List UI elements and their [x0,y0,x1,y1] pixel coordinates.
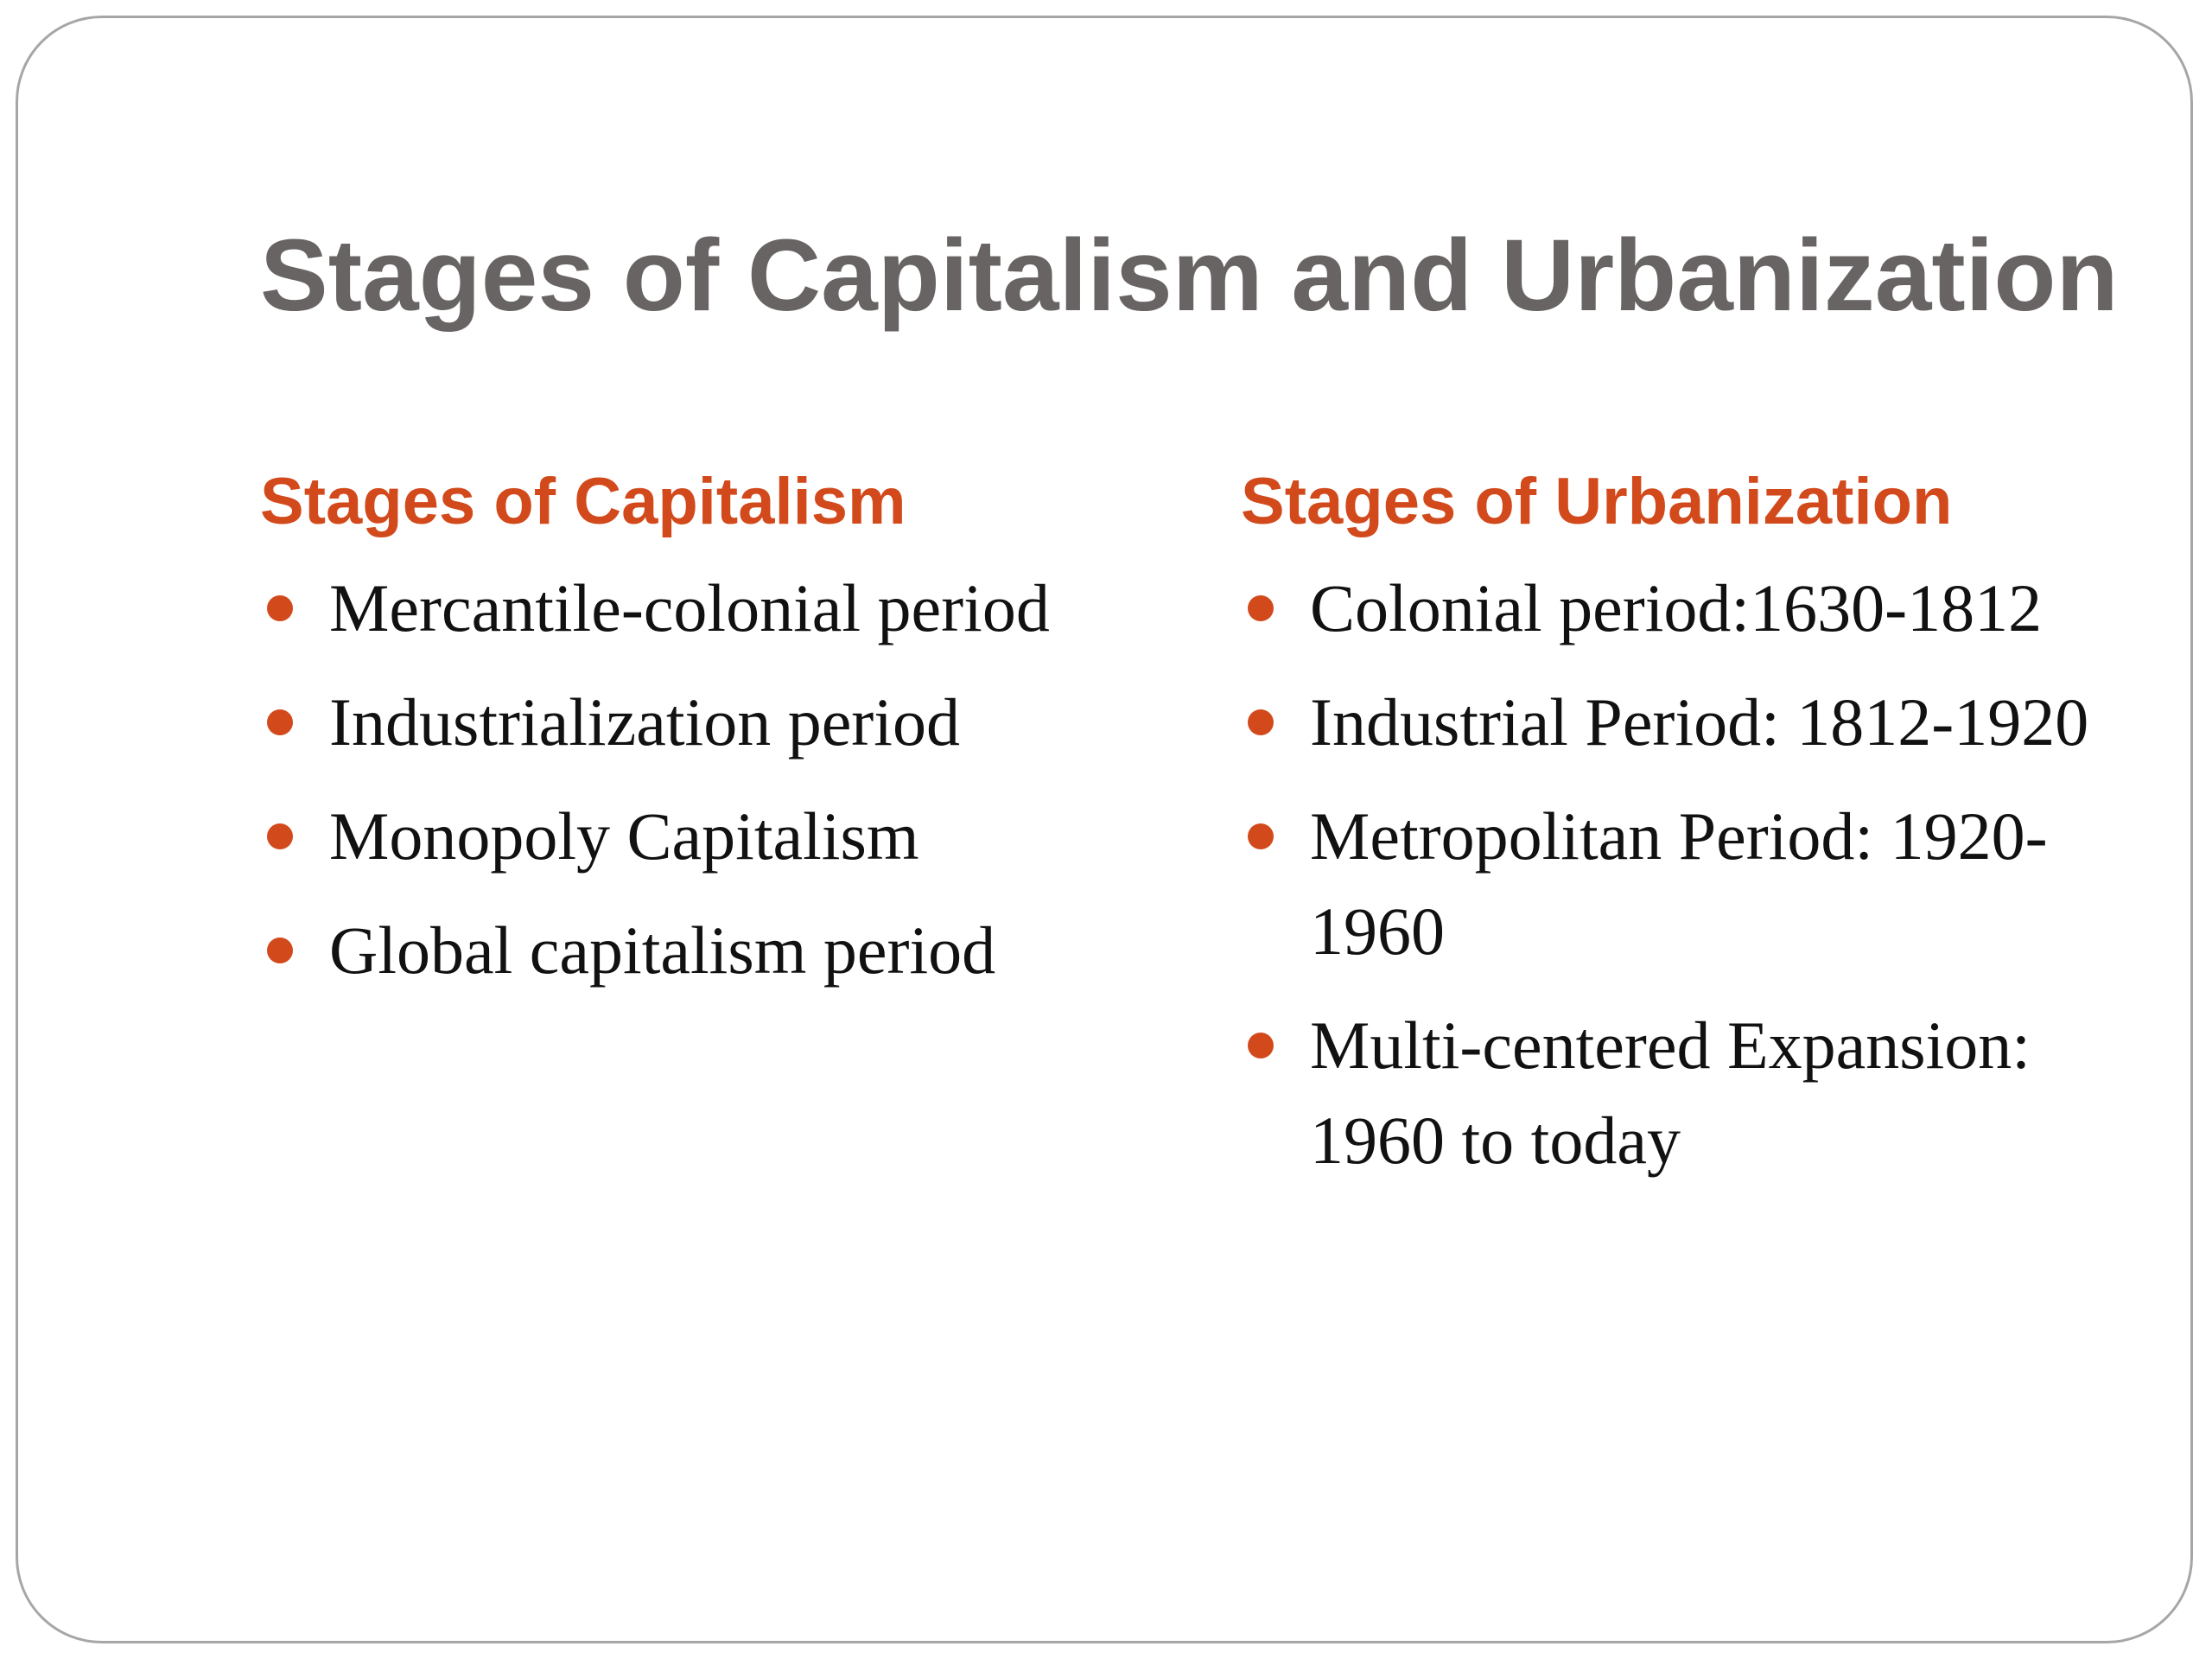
list-item [1241,561,2148,656]
list-item-text: Global capitalism period [329,912,996,988]
bullet-icon [1248,709,1274,735]
capitalism-heading: Stages of Capitalism [260,465,906,538]
bullet-icon [267,938,293,963]
urbanization-column [1241,459,2148,1207]
list-item-text: Industrial Period: 1812-1920 [1310,684,2089,760]
list-item [260,561,1211,656]
urbanization-list [1241,561,2148,1188]
list-item [260,675,1211,770]
bullet-icon [267,823,293,849]
list-item-text: Industrialization period [329,684,960,760]
bullet-icon [267,709,293,735]
list-item-text: Multi-centered Expansion: 1960 to today [1310,1007,2031,1178]
list-item [260,789,1211,884]
list-item [1241,789,2148,979]
list-item-text: Mercantile-colonial period [329,570,1050,645]
list-item-text: Metropolitan Period: 1920-1960 [1310,798,2048,969]
slide-title: Stages of Capitalism and Urbanization [260,219,2119,333]
bullet-icon [1248,823,1274,849]
slide-frame [16,16,2193,1643]
list-item [1241,998,2148,1188]
list-item [260,903,1211,998]
urbanization-heading: Stages of Urbanization [1241,465,1953,538]
bullet-icon [267,595,293,621]
bullet-icon [1248,595,1274,621]
capitalism-list [260,561,1211,998]
capitalism-column [260,459,1211,1017]
list-item [1241,675,2148,770]
list-item-text: Colonial period:1630-1812 [1310,570,2043,645]
bullet-icon [1248,1033,1274,1058]
list-item-text: Monopoly Capitalism [329,798,919,874]
